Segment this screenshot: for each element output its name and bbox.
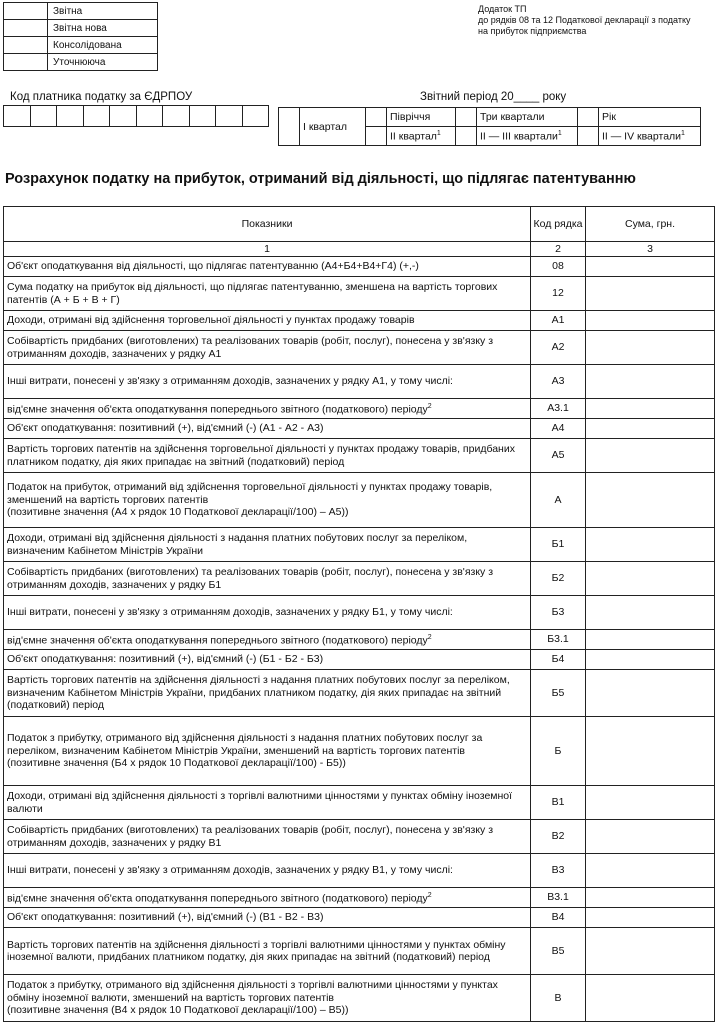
row-code: 08 <box>531 257 586 277</box>
row-sum-cell[interactable] <box>586 928 715 975</box>
report-type-label: Звітна нова <box>48 20 158 37</box>
row-code: А4 <box>531 419 586 439</box>
row-indicator-text: Вартість торгових патентів на здійснення діяльності з торгівлі валютними цінностями у пунктах обміну іноземної валюти, придбаних платником податку, дія яких припадає на звітний (податковий) період <box>7 938 506 963</box>
report-type-checkbox[interactable] <box>4 20 48 37</box>
row-code: Б1 <box>531 528 586 562</box>
colnum-2: 2 <box>531 242 586 257</box>
footnote-mark: 2 <box>427 403 432 410</box>
edrpou-digit-box[interactable] <box>83 106 110 127</box>
table-row <box>4 528 715 562</box>
row-sum-cell[interactable] <box>586 650 715 670</box>
table-row <box>4 596 715 630</box>
row-indicator-text: Інші витрати, понесені у зв'язку з отриманням доходів, зазначених у рядку В1, у тому числі: <box>7 864 453 877</box>
row-indicator <box>4 473 531 528</box>
table-row <box>4 928 715 975</box>
edrpou-code-boxes <box>3 105 269 127</box>
period-checkbox[interactable] <box>279 108 300 146</box>
edrpou-digit-box[interactable] <box>189 106 216 127</box>
row-indicator-text: Податок на прибуток, отриманий від здійснення торговельної діяльності у пунктах продажу товарів, зменшений на вартість торгових патентів <box>7 481 493 506</box>
row-indicator-text: від'ємне значення об'єкта оподаткування попереднього звітного (податкового) періоду <box>7 403 428 416</box>
row-indicator <box>4 888 531 908</box>
row-indicator-text: від'ємне значення об'єкта оподаткування попереднього звітного (податкового) періоду <box>7 892 428 905</box>
row-indicator-text: від'ємне значення об'єкта оподаткування попереднього звітного (податкового) періоду <box>7 634 428 647</box>
edrpou-label: Код платника податку за ЄДРПОУ <box>10 91 193 103</box>
edrpou-digit-box[interactable] <box>57 106 84 127</box>
table-row <box>4 888 715 908</box>
row-sum-cell[interactable] <box>586 717 715 786</box>
row-sum-cell[interactable] <box>586 277 715 311</box>
row-indicator <box>4 331 531 365</box>
report-type-label: Звітна <box>48 3 158 20</box>
row-indicator <box>4 365 531 399</box>
row-code: Б3 <box>531 596 586 630</box>
period-spacer <box>456 127 477 146</box>
edrpou-digit-box[interactable] <box>136 106 163 127</box>
row-sum-cell[interactable] <box>586 399 715 419</box>
row-code: А <box>531 473 586 528</box>
row-code: Б <box>531 717 586 786</box>
row-indicator-text: Об'єкт оподаткування: позитивний (+), від'ємний (-) (Б1 - Б2 - Б3) <box>7 653 324 666</box>
row-indicator <box>4 630 531 650</box>
row-indicator-text: Сума податку на прибуток від діяльності, що підлягає патентуванню, зменшена на вартість торгових патентів (А + Б + В + Г) <box>7 281 498 306</box>
page-title: Розрахунок податку на прибуток, отриманий від діяльності, що підлягає патентуванню <box>5 171 636 187</box>
period-checkbox[interactable] <box>456 108 477 127</box>
period-nine-label: Три квартали <box>477 108 578 127</box>
row-code: В3.1 <box>531 888 586 908</box>
row-indicator-text: Доходи, отримані від здійснення діяльності з торгівлі валютними цінностями у пунктах обміну іноземної валюти <box>7 790 513 815</box>
row-indicator <box>4 820 531 854</box>
row-code: А2 <box>531 331 586 365</box>
appendix-title: Додаток ТП <box>478 4 527 14</box>
period-half-label: Півріччя <box>387 108 456 127</box>
period-spacer <box>578 127 599 146</box>
row-indicator <box>4 908 531 928</box>
edrpou-digit-box[interactable] <box>110 106 137 127</box>
edrpou-digit-box[interactable] <box>4 106 31 127</box>
row-code: 12 <box>531 277 586 311</box>
row-indicator-text: Податок з прибутку, отриманого від здійснення діяльності з торгівлі валютними цінностями у пунктах обміну іноземної валюти, зменшений на вартість торгових патентів <box>7 979 498 1004</box>
footnote-mark: 2 <box>427 634 432 641</box>
row-code: Б3.1 <box>531 630 586 650</box>
row-sum-cell[interactable] <box>586 908 715 928</box>
report-type-box <box>3 2 158 71</box>
row-indicator-text: Інші витрати, понесені у зв'язку з отриманням доходів, зазначених у рядку А1, у тому числі: <box>7 375 453 388</box>
table-colnum-row <box>4 242 715 257</box>
row-sum-cell[interactable] <box>586 365 715 399</box>
row-sum-cell[interactable] <box>586 439 715 473</box>
row-indicator-text: Собівартість придбаних (виготовлених) та реалізованих товарів (робіт, послуг), понесена у зв'язку з отриманням доходів, зазначених у рядку А1 <box>7 335 494 360</box>
row-indicator-text: Собівартість придбаних (виготовлених) та реалізованих товарів (робіт, послуг), понесена у зв'язку з отриманням доходів, зазначених у рядку Б1 <box>7 566 494 591</box>
row-indicator-text: Інші витрати, понесені у зв'язку з отриманням доходів, зазначених у рядку Б1, у тому числі: <box>7 606 453 619</box>
row-indicator <box>4 670 531 717</box>
table-row <box>4 786 715 820</box>
report-type-checkbox[interactable] <box>4 37 48 54</box>
table-row <box>4 399 715 419</box>
row-formula-text: (позитивне значення (Б4 х рядок 10 Податкової декларації/100) - Б5)) <box>7 757 346 770</box>
row-sum-cell[interactable] <box>586 630 715 650</box>
row-indicator-text: Об'єкт оподаткування: позитивний (+), від'ємний (-) (В1 - В2 - В3) <box>7 911 324 924</box>
period-label: Звітний період 20____ року <box>420 91 567 103</box>
report-type-checkbox[interactable] <box>4 54 48 71</box>
row-indicator-text: Доходи, отримані від здійснення діяльності з надання платних побутових послуг за переліком, визначеним Кабінетом Міністрів України <box>7 532 468 557</box>
table-row <box>4 419 715 439</box>
header-sum: Сума, грн. <box>586 207 715 242</box>
row-indicator <box>4 562 531 596</box>
row-indicator-text: Собівартість придбаних (виготовлених) та реалізованих товарів (робіт, послуг), понесена у зв'язку з отриманням доходів, зазначених у рядку В1 <box>7 824 494 849</box>
header-indicators: Показники <box>4 207 531 242</box>
row-sum-cell[interactable] <box>586 419 715 439</box>
row-code: В4 <box>531 908 586 928</box>
table-row <box>4 311 715 331</box>
row-code: Б5 <box>531 670 586 717</box>
row-indicator-text: Доходи, отримані від здійснення торговельної діяльності у пунктах продажу товарів <box>7 314 415 327</box>
row-code: А5 <box>531 439 586 473</box>
table-row <box>4 439 715 473</box>
table-header-row <box>4 207 715 242</box>
row-sum-cell[interactable] <box>586 528 715 562</box>
row-sum-cell[interactable] <box>586 473 715 528</box>
row-indicator <box>4 928 531 975</box>
table-row <box>4 908 715 928</box>
period-checkbox[interactable] <box>366 108 387 127</box>
row-indicator <box>4 528 531 562</box>
table-row <box>4 975 715 1022</box>
table-row <box>4 257 715 277</box>
row-indicator <box>4 419 531 439</box>
report-type-label: Уточнююча <box>48 54 158 71</box>
period-selector <box>278 107 701 146</box>
row-sum-cell[interactable] <box>586 975 715 1022</box>
row-code: В <box>531 975 586 1022</box>
table-row <box>4 331 715 365</box>
report-type-label: Консолідована <box>48 37 158 54</box>
row-indicator <box>4 399 531 419</box>
row-indicator <box>4 975 531 1022</box>
row-code: А1 <box>531 311 586 331</box>
row-code: А3.1 <box>531 399 586 419</box>
period-q3-label: ІІ — ІІІ квартали$^1$ <box>477 127 578 146</box>
row-indicator <box>4 854 531 888</box>
row-formula-text: (позитивне значення (В4 х рядок 10 Податкової декларації/100) – В5)) <box>7 1004 349 1017</box>
row-code: Б4 <box>531 650 586 670</box>
row-code: В3 <box>531 854 586 888</box>
row-code: В2 <box>531 820 586 854</box>
row-sum-cell[interactable] <box>586 596 715 630</box>
row-sum-cell[interactable] <box>586 854 715 888</box>
row-indicator-text: Об'єкт оподаткування: позитивний (+), від'ємний (-) (А1 - А2 - А3) <box>7 422 324 435</box>
row-sum-cell[interactable] <box>586 311 715 331</box>
row-formula-text: (позитивне значення (А4 х рядок 10 Податкової декларації/100) – А5)) <box>7 506 349 519</box>
table-row <box>4 717 715 786</box>
appendix-note <box>478 4 714 37</box>
table-row <box>4 650 715 670</box>
row-indicator-text: Податок з прибутку, отриманого від здійснення діяльності з надання платних побутових послуг за переліком, визначеним Кабінетом Міністрів України, зменшений на вартість торгових патентів <box>7 732 483 757</box>
edrpou-digit-box[interactable] <box>242 106 269 127</box>
row-sum-cell[interactable] <box>586 670 715 717</box>
table-row <box>4 473 715 528</box>
row-indicator <box>4 786 531 820</box>
row-indicator <box>4 277 531 311</box>
edrpou-digit-box[interactable] <box>216 106 243 127</box>
row-sum-cell[interactable] <box>586 562 715 596</box>
appendix-line: до рядків 08 та 12 Податкової декларації з податку <box>478 15 691 25</box>
row-indicator <box>4 311 531 331</box>
row-sum-cell[interactable] <box>586 888 715 908</box>
appendix-line: на прибуток підприємства <box>478 26 587 36</box>
colnum-1: 1 <box>4 242 531 257</box>
period-q1-label: І квартал <box>300 108 366 146</box>
period-spacer <box>366 127 387 146</box>
table-row <box>4 820 715 854</box>
row-indicator <box>4 439 531 473</box>
row-indicator-text: Вартість торгових патентів на здійснення діяльності з надання платних побутових послуг за переліком, визначеним Кабінетом Міністрів України, придбаних платником податку, дія яких припадає на звітний (податковий) період <box>7 674 510 712</box>
edrpou-digit-box[interactable] <box>30 106 57 127</box>
period-q2-label: ІІ квартал$^1$ <box>387 127 456 146</box>
row-indicator <box>4 596 531 630</box>
row-sum-cell[interactable] <box>586 786 715 820</box>
row-indicator <box>4 257 531 277</box>
table-row <box>4 277 715 311</box>
period-year-label: Рік <box>599 108 701 127</box>
table-row <box>4 670 715 717</box>
header-code: Код рядка <box>531 207 586 242</box>
period-checkbox[interactable] <box>578 108 599 127</box>
row-sum-cell[interactable] <box>586 820 715 854</box>
row-sum-cell[interactable] <box>586 331 715 365</box>
row-code: В5 <box>531 928 586 975</box>
period-q4-label: ІІ — IV квартали$^1$ <box>599 127 701 146</box>
calculation-table <box>3 206 715 1022</box>
colnum-3: 3 <box>586 242 715 257</box>
table-row <box>4 630 715 650</box>
row-code: В1 <box>531 786 586 820</box>
row-code: Б2 <box>531 562 586 596</box>
row-indicator-text: Вартість торгових патентів на здійснення торговельної діяльності у пунктах продажу товарів, придбаних платником податку, дія яких припадає на звітний (податковий) період <box>7 443 515 468</box>
table-row <box>4 562 715 596</box>
row-sum-cell[interactable] <box>586 257 715 277</box>
edrpou-digit-box[interactable] <box>163 106 190 127</box>
row-code: А3 <box>531 365 586 399</box>
row-indicator-text: Об'єкт оподаткування від діяльності, що підлягає патентуванню (А4+Б4+В4+Г4) (+,-) <box>7 260 419 273</box>
table-row <box>4 365 715 399</box>
footnote-mark: 2 <box>427 892 432 899</box>
row-indicator <box>4 650 531 670</box>
row-indicator <box>4 717 531 786</box>
table-row <box>4 854 715 888</box>
report-type-checkbox[interactable] <box>4 3 48 20</box>
